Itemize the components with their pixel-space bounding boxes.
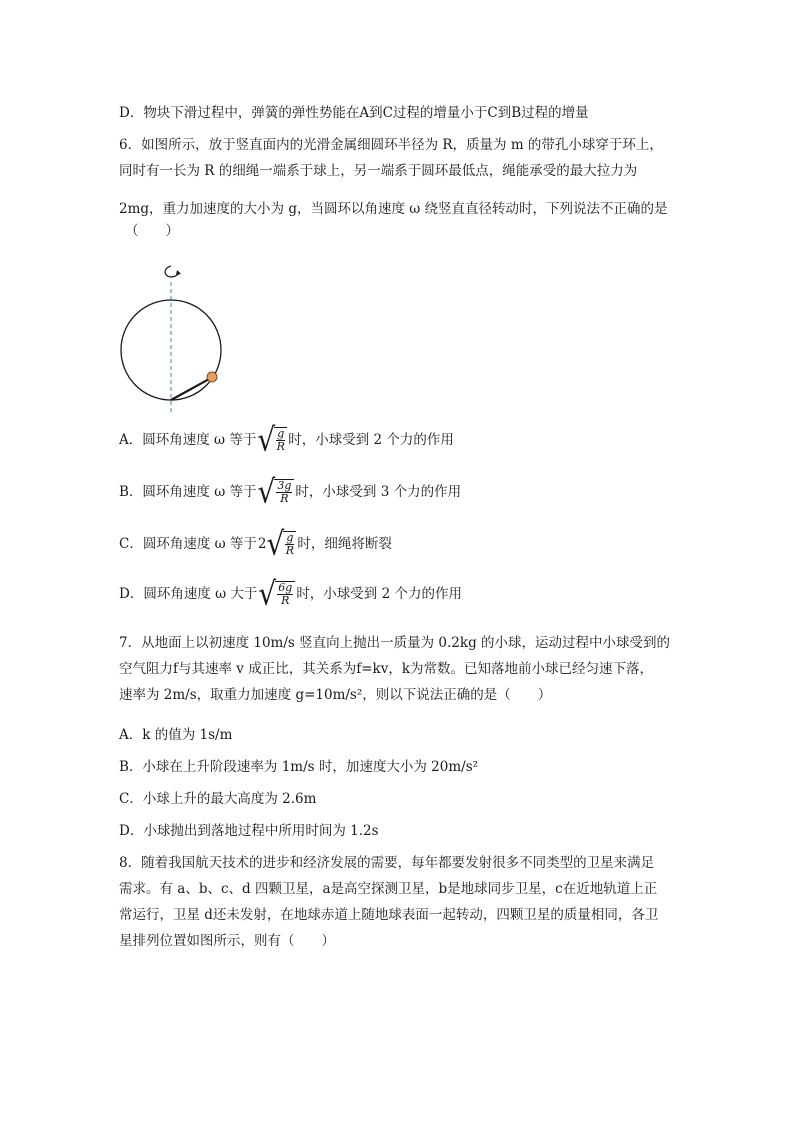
metal-ring: [121, 300, 221, 400]
ball: [207, 372, 217, 382]
sqrt-expression: √ $\frac{6g}{R}$: [258, 580, 295, 608]
sqrt-expression: √ $\frac{g}{R}$: [257, 426, 287, 454]
q6-stem-line-2: 同时有一长为 R 的细绳一端系于球上，另一端系于圆环最低点，绳能承受的最大拉力为: [119, 163, 638, 179]
sqrt-expression: √ $\frac{3g}{R}$: [258, 478, 295, 506]
q6-option-c: C．圆环角速度 ω 等于 2 √ $\frac{g}{R}$ 时，细绳将断裂: [119, 524, 392, 563]
q7-stem-line-2: 空气阻力f与其速率 v 成正比，其关系为f=kv，k为常数。已知落地前小球已经匀速下落，: [119, 661, 654, 677]
sqrt-expression: 2 √ $\frac{g}{R}$: [258, 530, 296, 558]
q6-answer-blank: （ ）: [125, 223, 179, 239]
q6-option-b: B．圆环角速度 ω 等于 √ $\frac{3g}{R}$ 时，小球受到 3 个力的作用: [119, 472, 462, 511]
q6-stem-line-1: 6．如图所示，放于竖直面内的光滑金属细圆环半径为 R，质量为 m 的带孔小球穿于环上，: [119, 137, 663, 153]
q6-option-d: D．圆环角速度 ω 大于 √ $\frac{6g}{R}$ 时，小球受到 2 个力的作用: [119, 574, 462, 613]
q5-option-d: D．物块下滑过程中，弹簧的弹性势能在A到C过程的增量小于C到B过程的增量: [119, 105, 589, 121]
q7-stem-line-1: 7．从地面上以初速度 10m/s 竖直向上抛出一质量为 0.2kg 的小球，运动过程中小球受到的: [119, 635, 671, 651]
q6-stem-line-3: 2mg，重力加速度的大小为 g，当圆环以角速度 ω 绕竖直直径转动时，下列说法不正确的是: [119, 201, 668, 217]
q7-option-a: A．k 的值为 1s/m: [119, 727, 233, 743]
q7-option-c: C．小球上升的最大高度为 2.6m: [119, 791, 317, 807]
rope-line: [171, 378, 211, 400]
q8-stem-line-1: 8．随着我国航天技术的进步和经济发展的需要，每年都要发射很多不同类型的卫星来满足: [119, 855, 655, 871]
q7-option-d: D．小球抛出到落地过程中所用时间为 1.2s: [119, 823, 379, 839]
q7-stem-line-3: 速率为 2m/s，取重力加速度 g=10m/s²，则以下说法正确的是（ ）: [119, 687, 552, 703]
rotating-ring-figure: [115, 262, 235, 422]
q6-option-a: A．圆环角速度 ω 等于 √ $\frac{g}{R}$ 时，小球受到 2 个力的作用: [119, 420, 454, 459]
q8-stem-line-3: 常运行，卫星 d还未发射，在地球赤道上随地球表面一起转动，四颗卫星的质量相同，各卫: [119, 907, 659, 923]
q7-option-b: B．小球在上升阶段速率为 1m/s 时，加速度大小为 20m/s²: [119, 759, 479, 775]
q8-stem-line-2: 需求。有 a、b、c、d 四颗卫星，a是高空探测卫星，b是地球同步卫星，c在近地轨道上正: [119, 881, 658, 897]
q8-stem-line-4: 星排列位置如图所示，则有（ ）: [119, 933, 335, 949]
